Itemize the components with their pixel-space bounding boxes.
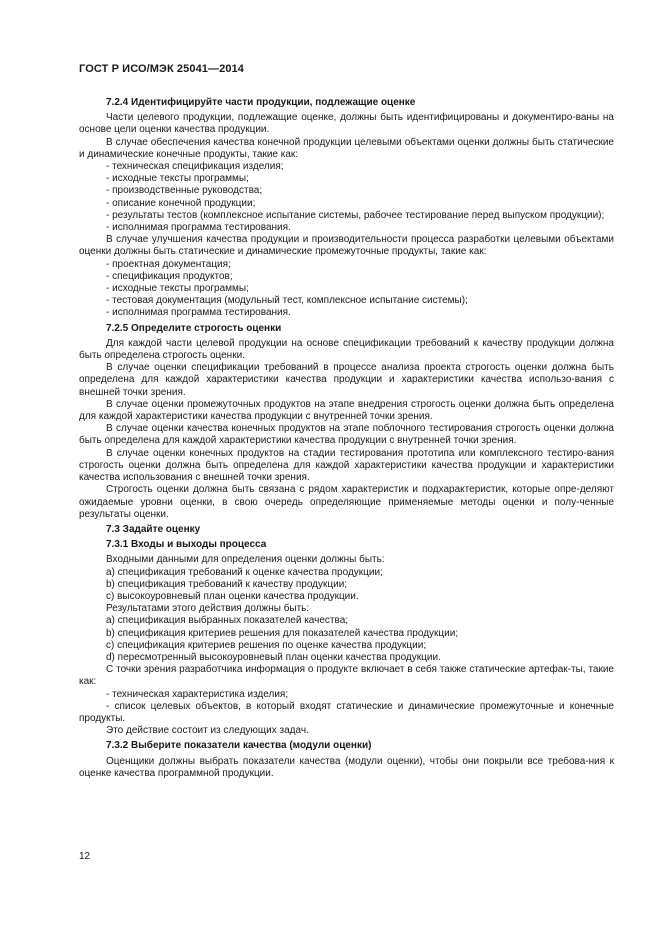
document-body — [79, 94, 614, 780]
list-item: - исполнимая программа тестирования. — [106, 307, 291, 319]
paragraph: В случае улучшения качества продукции и производительности процесса разработки целевыми объектами оценки должны быть статические и динамические промежуточные продукты, такие как: — [79, 234, 614, 258]
section-heading: 7.3.1 Входы и выходы процесса — [106, 539, 267, 551]
paragraph: С точки зрения разработчика информация о продукте включает в себя также статические артефак-ты, такие как: — [79, 664, 614, 688]
list-item: - исходные тексты программы; — [106, 283, 249, 295]
section-heading: 7.3.2 Выберите показатели качества (модули оценки) — [106, 740, 372, 752]
list-item: d) пересмотренный высокоуровневый план оценки качества продукции. — [106, 651, 441, 663]
list-item: - список целевых объектов, в который входят статические и динамические промежуточные и конечные продукты. — [79, 700, 614, 724]
list-item: - спецификация продуктов; — [106, 270, 233, 282]
paragraph: Оценщики должны выбрать показатели качества (модули оценки), чтобы они покрыли все требова-ния к оценке качества программной продукции. — [79, 755, 614, 779]
list-item: - исходные тексты программы; — [106, 173, 249, 185]
paragraph: Части целевого продукции, подлежащие оценке, должны быть идентифицированы и документиро-ваны на основе цели оценки качества продукции. — [79, 112, 614, 136]
paragraph: Это действие состоит из следующих задач. — [106, 725, 309, 737]
list-item: c) спецификация критериев решения по оценке качества продукции; — [106, 639, 427, 651]
list-item: c) высокоуровневый план оценки качества продукции. — [106, 590, 359, 602]
list-item: a) спецификация требований к оценке качества продукции; — [106, 566, 383, 578]
list-item: b) спецификация требований к качеству продукции; — [106, 578, 348, 590]
document-header: ГОСТ Р ИСО/МЭК 25041—2014 — [79, 63, 244, 75]
paragraph: Для каждой части целевой продукции на основе спецификации требований к качеству продукции должна быть определена строгость оценки. — [79, 337, 614, 362]
list-item: - техническая характеристика изделия; — [106, 688, 289, 700]
section-heading: 7.2.4 Идентифицируйте части продукции, подлежащие оценке — [106, 97, 416, 108]
list-item: - результаты тестов (комплексное испытание системы, рабочее тестирование перед выпуском продукции); — [106, 209, 605, 221]
paragraph: Строгость оценки должна быть связана с рядом характеристик и подхарактеристик, которые опре-деляют ожидаемые уровни оценки, в свою очередь определяющие применяемые методы оценки и полу-ченные результаты оценки. — [79, 484, 614, 520]
list-item: - проектная документация; — [106, 258, 231, 270]
list-item: - описание конечной продукции; — [106, 197, 256, 209]
section-heading: 7.3 Задайте оценку — [106, 523, 201, 535]
paragraph: Входными данными для определения оценки должны быть: — [106, 554, 385, 566]
list-item: - исполнимая программа тестирования. — [106, 222, 291, 234]
list-item: a) спецификация выбранных показателей качества; — [106, 615, 349, 627]
list-item: - тестовая документация (модульный тест, комплексное испытание системы); — [106, 295, 468, 307]
paragraph: Результатами этого действия должны быть: — [106, 603, 310, 615]
page-number: 12 — [79, 851, 91, 862]
section-heading: 7.2.5 Определите строгость оценки — [106, 322, 282, 334]
paragraph: В случае оценки конечных продуктов на стадии тестирования прототипа или комплексного тестиро-вания строгость оценки должна быть определена для каждой характеристики качества продукции и характеристики качества использования с внешней точки зрения. — [79, 447, 614, 484]
list-item: - производственные руководства; — [106, 185, 263, 197]
paragraph: В случае оценки качества конечных продуктов на этапе поблочного тестирования строгость оценки должна быть определена для каждой характеристики качества продукции с внутренней точки зрения. — [79, 423, 614, 447]
paragraph: В случае оценки промежуточных продуктов на этапе внедрения строгость оценки должна быть определена для каждой характеристики качества продукции с внутренней точки зрения. — [79, 398, 614, 423]
list-item: - техническая спецификация изделия; — [106, 161, 284, 173]
list-item: b) спецификация критериев решения для показателей качества продукции; — [106, 627, 459, 639]
paragraph: В случае обеспечения качества конечной продукции целевыми объектами оценки должны быть статические и динамические конечные продукты, такие как: — [79, 136, 614, 160]
paragraph: В случае оценки спецификации требований в процессе анализа проекта строгость оценки должна быть определена для каждой характеристики качества продукции и характеристики качества использо-вания с внешней точки зрения. — [79, 362, 614, 398]
